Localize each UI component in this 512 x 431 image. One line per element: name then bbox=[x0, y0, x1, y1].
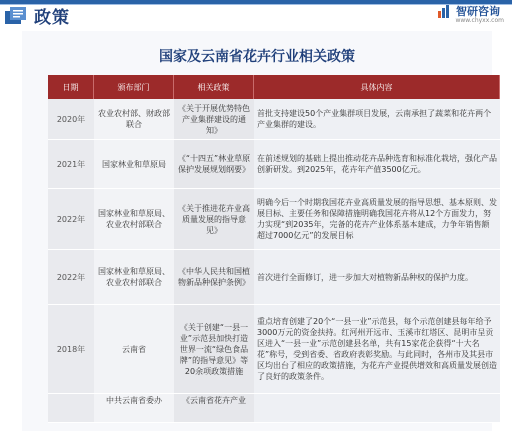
cell-date: 2020年 bbox=[48, 99, 94, 140]
cell-content: 在前述规划的基础上提出推动花卉品种选育和标准化栽培，强化产品创新研发。到2025年，花卉年产值3500亿元。 bbox=[254, 140, 500, 189]
cell-policy: 《关于创建“一县一业”示范县加快打造世界一流“绿色食品牌”的指导意见》等20余项政策措施 bbox=[174, 305, 254, 394]
cell-policy: 《“十四五”林业草原保护发展规划纲要》 bbox=[174, 140, 254, 189]
column-header-dept: 颁布部门 bbox=[94, 75, 174, 99]
cell-date: 2021年 bbox=[48, 140, 94, 189]
column-header-policy: 相关政策 bbox=[174, 75, 254, 99]
cell-dept: 中共云南省委办 bbox=[94, 394, 174, 423]
cell-content: 重点培育创建了20个“一县一业”示范县，每个示范创建县每年给予3000万元的资金扶持。红河州开远市、玉溪市红塔区、昆明市呈贡区进入“一县一业”示范创建县名单，共有15家花企获得“十大名花”称号，受到省委、省政府表彰奖励。与此同时，各州市及其县市区均出台了相应的政策措施，为花卉产业提供增效和高质量发展创造了良好的政策条件。 bbox=[254, 305, 500, 394]
cell-dept: 国家林业和草原局、农业农村部联合 bbox=[94, 250, 174, 305]
cell-dept: 国家林业和草原局 bbox=[94, 140, 174, 189]
cell-content: 明确今后一个时期我国花卉业高质量发展的指导思想、基本原则、发展目标、主要任务和保障措施明确我国花卉将从12个方面发力，努力实现“到2035年，完备的花卉产业体系基本建成，力争年销售额超过7000亿元”的发展目标 bbox=[254, 189, 500, 250]
cell-policy: 《云南省花卉产业 bbox=[174, 394, 254, 423]
cell-date: 2022年 bbox=[48, 189, 94, 250]
document-title: 国家及云南省花卉行业相关政策 bbox=[159, 49, 355, 65]
table-row bbox=[48, 140, 500, 189]
brand-url: www.chyxx.com bbox=[455, 17, 504, 24]
policy-panel bbox=[22, 31, 497, 431]
column-header-content: 具体内容 bbox=[254, 75, 500, 99]
policy-table bbox=[48, 75, 500, 423]
cell-policy: 《关于推进花卉业高质量发展的指导意见》 bbox=[174, 189, 254, 250]
brand-name: 智研咨询 bbox=[456, 5, 500, 18]
brand-logo[interactable] bbox=[438, 3, 504, 23]
header-divider bbox=[0, 4, 512, 5]
cell-policy: 《关于开展优势特色产业集群建设的通知》 bbox=[174, 99, 254, 140]
cell-dept: 国家林业和草原局、农业农村部联合 bbox=[94, 189, 174, 250]
table-row bbox=[48, 99, 500, 140]
table-row bbox=[48, 305, 500, 394]
table-header-row bbox=[48, 75, 500, 99]
cell-date: 2018年 bbox=[48, 305, 94, 394]
cell-date: 2022年 bbox=[48, 250, 94, 305]
cell-date bbox=[48, 394, 94, 423]
column-header-date: 日期 bbox=[48, 75, 94, 99]
cell-policy: 《中华人民共和国植物新品种保护条例》 bbox=[174, 250, 254, 305]
cell-content: 首次进行全面修订，进一步加大对植物新品种权的保护力度。 bbox=[254, 250, 500, 305]
cell-dept: 云南省 bbox=[94, 305, 174, 394]
cell-content bbox=[254, 394, 500, 423]
table-row bbox=[48, 394, 500, 423]
cell-content: 首批支持建设50个产业集群项目发展，云南承担了蔬菜和花卉两个产业集群的建设。 bbox=[254, 99, 500, 140]
brand-mark-icon bbox=[438, 4, 452, 18]
cell-dept: 农业农村部、财政部联合 bbox=[94, 99, 174, 140]
doc-stack-icon bbox=[4, 6, 30, 25]
table-row bbox=[48, 189, 500, 250]
table-row bbox=[48, 250, 500, 305]
section-title: 政策 bbox=[34, 8, 70, 28]
section-header bbox=[0, 0, 512, 26]
